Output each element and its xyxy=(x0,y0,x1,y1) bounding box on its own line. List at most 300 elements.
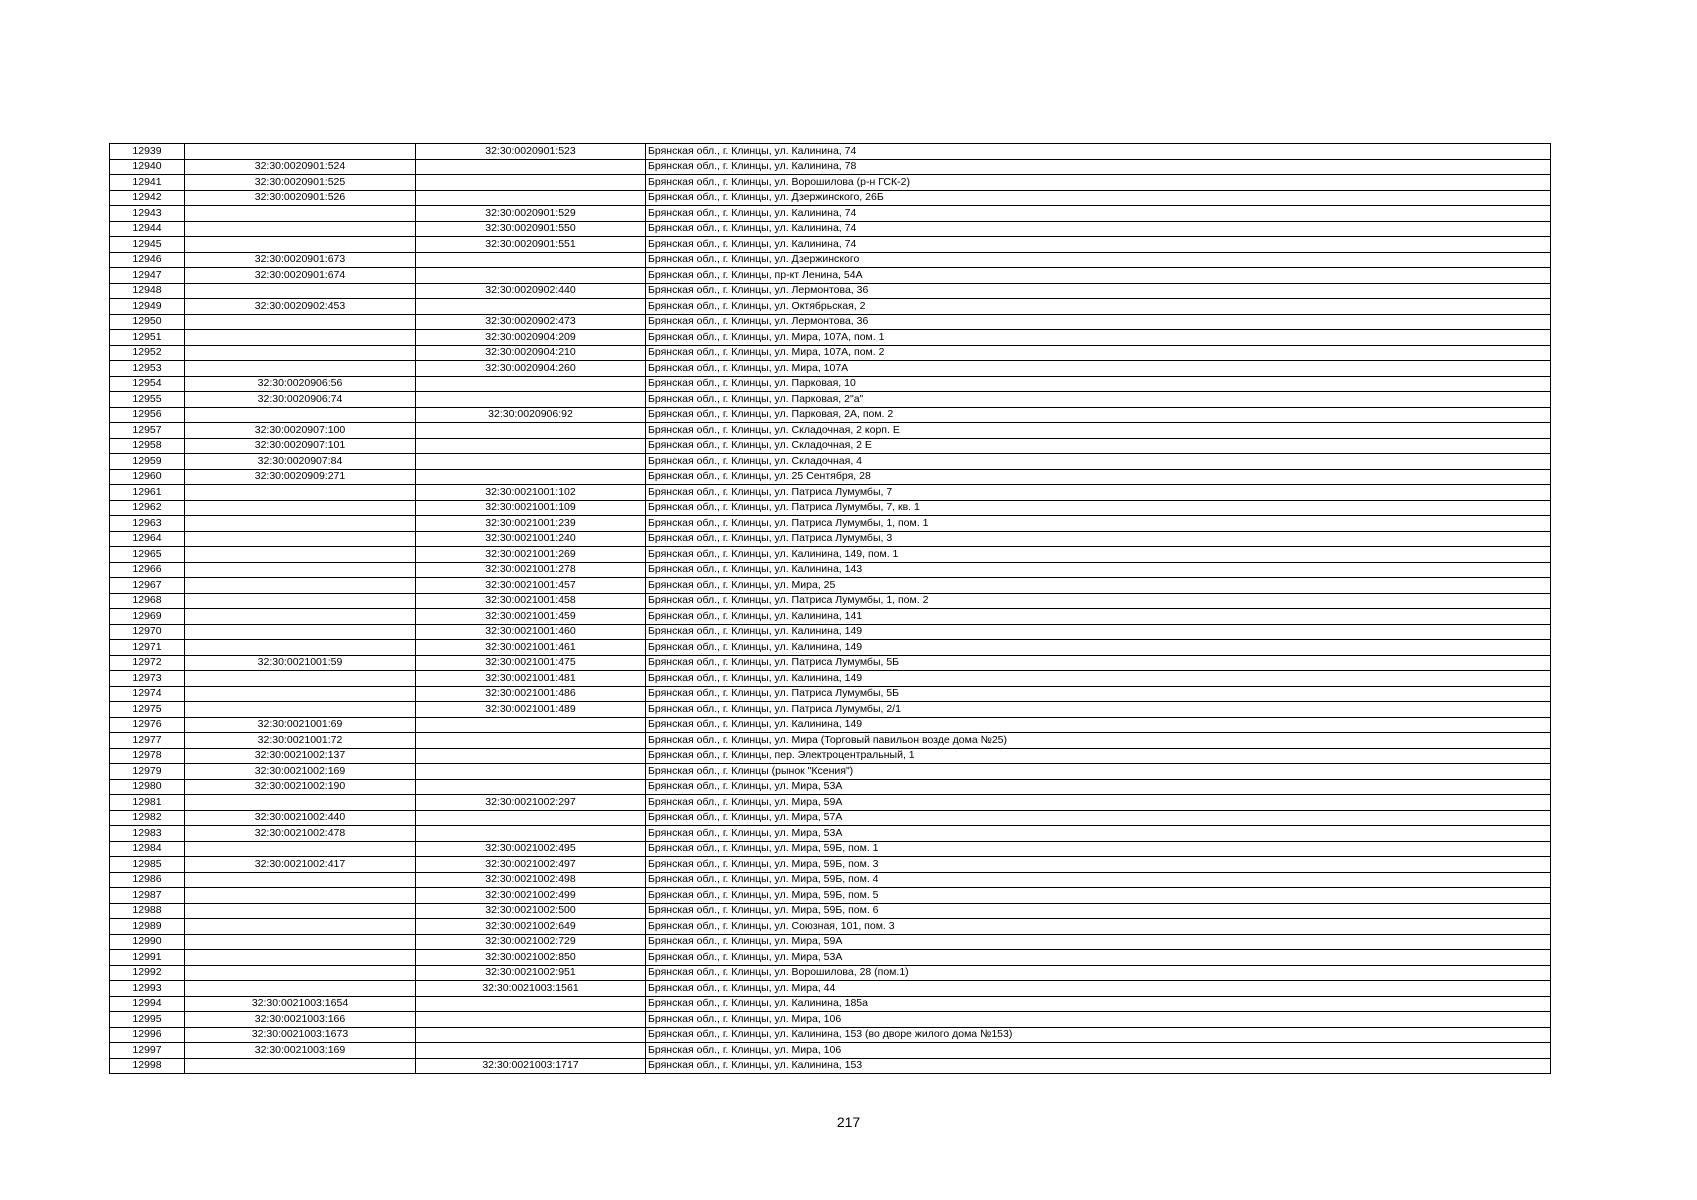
address-cell: Брянская обл., г. Клинцы, ул. Калинина, 74 xyxy=(646,144,1551,160)
table-row xyxy=(110,640,1551,656)
row-number-cell: 12969 xyxy=(110,609,185,625)
address-cell: Брянская обл., г. Клинцы, ул. Патриса Лумумбы, 1, пом. 2 xyxy=(646,593,1551,609)
address-cell: Брянская обл., г. Клинцы, ул. Парковая, 2"а" xyxy=(646,392,1551,408)
row-number-cell: 12996 xyxy=(110,1027,185,1043)
row-number-cell: 12972 xyxy=(110,655,185,671)
building-cadastral-number-cell: 32:30:0021003:1561 xyxy=(416,981,646,997)
row-number-cell: 12970 xyxy=(110,624,185,640)
table-row xyxy=(110,609,1551,625)
land-cadastral-number-cell: 32:30:0021002:440 xyxy=(185,810,416,826)
land-cadastral-number-cell: 32:30:0020907:84 xyxy=(185,454,416,470)
table-row xyxy=(110,516,1551,532)
address-cell: Брянская обл., г. Клинцы, ул. Патриса Лумумбы, 7, кв. 1 xyxy=(646,500,1551,516)
table-row xyxy=(110,252,1551,268)
row-number-cell: 12939 xyxy=(110,144,185,160)
table-row xyxy=(110,392,1551,408)
table-row xyxy=(110,531,1551,547)
table-row xyxy=(110,330,1551,346)
building-cadastral-number-cell: 32:30:0021001:460 xyxy=(416,624,646,640)
table-row xyxy=(110,578,1551,594)
building-cadastral-number-cell xyxy=(416,717,646,733)
land-cadastral-number-cell: 32:30:0021001:72 xyxy=(185,733,416,749)
row-number-cell: 12950 xyxy=(110,314,185,330)
land-cadastral-number-cell xyxy=(185,965,416,981)
building-cadastral-number-cell: 32:30:0021001:239 xyxy=(416,516,646,532)
table-row xyxy=(110,175,1551,191)
address-cell: Брянская обл., г. Клинцы, ул. 25 Сентября, 28 xyxy=(646,469,1551,485)
building-cadastral-number-cell: 32:30:0021001:481 xyxy=(416,671,646,687)
address-cell: Брянская обл., г. Клинцы, ул. Мира, 59Б, пом. 3 xyxy=(646,857,1551,873)
address-cell: Брянская обл., г. Клинцы, ул. Патриса Лумумбы, 5Б xyxy=(646,655,1551,671)
table-row xyxy=(110,1043,1551,1059)
address-cell: Брянская обл., г. Клинцы, ул. Калинина, 149, пом. 1 xyxy=(646,547,1551,563)
land-cadastral-number-cell: 32:30:0021002:190 xyxy=(185,779,416,795)
table-row xyxy=(110,547,1551,563)
row-number-cell: 12985 xyxy=(110,857,185,873)
land-cadastral-number-cell xyxy=(185,702,416,718)
row-number-cell: 12971 xyxy=(110,640,185,656)
table-row xyxy=(110,299,1551,315)
table-row xyxy=(110,671,1551,687)
building-cadastral-number-cell xyxy=(416,1012,646,1028)
land-cadastral-number-cell xyxy=(185,314,416,330)
address-cell: Брянская обл., г. Клинцы, ул. Ворошилова (р-н ГСК-2) xyxy=(646,175,1551,191)
building-cadastral-number-cell: 32:30:0021001:102 xyxy=(416,485,646,501)
table-row xyxy=(110,810,1551,826)
row-number-cell: 12993 xyxy=(110,981,185,997)
address-cell: Брянская обл., г. Клинцы, ул. Калинина, 153 (во дворе жилого дома №153) xyxy=(646,1027,1551,1043)
land-cadastral-number-cell: 32:30:0021003:169 xyxy=(185,1043,416,1059)
row-number-cell: 12947 xyxy=(110,268,185,284)
land-cadastral-number-cell xyxy=(185,330,416,346)
building-cadastral-number-cell xyxy=(416,423,646,439)
address-cell: Брянская обл., г. Клинцы (рынок "Ксения") xyxy=(646,764,1551,780)
row-number-cell: 12965 xyxy=(110,547,185,563)
building-cadastral-number-cell xyxy=(416,392,646,408)
row-number-cell: 12984 xyxy=(110,841,185,857)
address-cell: Брянская обл., г. Клинцы, ул. Калинина, 143 xyxy=(646,562,1551,578)
row-number-cell: 12955 xyxy=(110,392,185,408)
table-row xyxy=(110,795,1551,811)
address-cell: Брянская обл., г. Клинцы, ул. Мира, 59Б, пом. 5 xyxy=(646,888,1551,904)
address-cell: Брянская обл., г. Клинцы, ул. Парковая, 10 xyxy=(646,376,1551,392)
address-cell: Брянская обл., г. Клинцы, ул. Калинина, 74 xyxy=(646,237,1551,253)
row-number-cell: 12981 xyxy=(110,795,185,811)
address-cell: Брянская обл., г. Клинцы, ул. Мира, 44 xyxy=(646,981,1551,997)
row-number-cell: 12943 xyxy=(110,206,185,222)
land-cadastral-number-cell: 32:30:0021002:478 xyxy=(185,826,416,842)
land-cadastral-number-cell: 32:30:0020901:674 xyxy=(185,268,416,284)
table-row xyxy=(110,826,1551,842)
building-cadastral-number-cell: 32:30:0021001:278 xyxy=(416,562,646,578)
building-cadastral-number-cell: 32:30:0021001:459 xyxy=(416,609,646,625)
building-cadastral-number-cell xyxy=(416,454,646,470)
row-number-cell: 12980 xyxy=(110,779,185,795)
land-cadastral-number-cell xyxy=(185,671,416,687)
table-row xyxy=(110,469,1551,485)
land-cadastral-number-cell: 32:30:0020907:100 xyxy=(185,423,416,439)
table-row xyxy=(110,857,1551,873)
land-cadastral-number-cell xyxy=(185,903,416,919)
table-row xyxy=(110,1012,1551,1028)
building-cadastral-number-cell xyxy=(416,779,646,795)
building-cadastral-number-cell: 32:30:0021002:498 xyxy=(416,872,646,888)
table-row xyxy=(110,1058,1551,1074)
row-number-cell: 12954 xyxy=(110,376,185,392)
table-row xyxy=(110,438,1551,454)
address-cell: Брянская обл., г. Клинцы, ул. Ворошилова, 28 (пом.1) xyxy=(646,965,1551,981)
address-cell: Брянская обл., г. Клинцы, ул. Калинина, 149 xyxy=(646,624,1551,640)
building-cadastral-number-cell xyxy=(416,252,646,268)
row-number-cell: 12967 xyxy=(110,578,185,594)
row-number-cell: 12963 xyxy=(110,516,185,532)
table-row xyxy=(110,764,1551,780)
row-number-cell: 12949 xyxy=(110,299,185,315)
row-number-cell: 12973 xyxy=(110,671,185,687)
row-number-cell: 12988 xyxy=(110,903,185,919)
address-cell: Брянская обл., г. Клинцы, ул. Калинина, 149 xyxy=(646,640,1551,656)
table-row xyxy=(110,702,1551,718)
building-cadastral-number-cell xyxy=(416,175,646,191)
table-row xyxy=(110,159,1551,175)
building-cadastral-number-cell: 32:30:0021001:109 xyxy=(416,500,646,516)
land-cadastral-number-cell xyxy=(185,888,416,904)
address-cell: Брянская обл., г. Клинцы, ул. Калинина, 153 xyxy=(646,1058,1551,1074)
table-row xyxy=(110,206,1551,222)
building-cadastral-number-cell: 32:30:0021002:649 xyxy=(416,919,646,935)
land-cadastral-number-cell: 32:30:0020901:526 xyxy=(185,190,416,206)
building-cadastral-number-cell: 32:30:0020902:440 xyxy=(416,283,646,299)
address-cell: Брянская обл., г. Клинцы, ул. Калинина, 78 xyxy=(646,159,1551,175)
row-number-cell: 12958 xyxy=(110,438,185,454)
land-cadastral-number-cell xyxy=(185,221,416,237)
row-number-cell: 12995 xyxy=(110,1012,185,1028)
land-cadastral-number-cell xyxy=(185,547,416,563)
table-row xyxy=(110,686,1551,702)
land-cadastral-number-cell xyxy=(185,872,416,888)
land-cadastral-number-cell xyxy=(185,624,416,640)
row-number-cell: 12983 xyxy=(110,826,185,842)
row-number-cell: 12962 xyxy=(110,500,185,516)
row-number-cell: 12991 xyxy=(110,950,185,966)
land-cadastral-number-cell: 32:30:0020909:271 xyxy=(185,469,416,485)
address-cell: Брянская обл., г. Клинцы, ул. Мира, 59А xyxy=(646,934,1551,950)
address-cell: Брянская обл., г. Клинцы, ул. Лермонтова, 36 xyxy=(646,314,1551,330)
land-cadastral-number-cell xyxy=(185,841,416,857)
address-cell: Брянская обл., г. Клинцы, ул. Дзержинского, 26Б xyxy=(646,190,1551,206)
address-cell: Брянская обл., г. Клинцы, ул. Октябрьская, 2 xyxy=(646,299,1551,315)
address-cell: Брянская обл., г. Клинцы, ул. Мира, 53А xyxy=(646,779,1551,795)
building-cadastral-number-cell: 32:30:0021001:461 xyxy=(416,640,646,656)
land-cadastral-number-cell xyxy=(185,531,416,547)
row-number-cell: 12992 xyxy=(110,965,185,981)
building-cadastral-number-cell: 32:30:0020901:551 xyxy=(416,237,646,253)
row-number-cell: 12987 xyxy=(110,888,185,904)
building-cadastral-number-cell xyxy=(416,1027,646,1043)
address-cell: Брянская обл., г. Клинцы, ул. Патриса Лумумбы, 7 xyxy=(646,485,1551,501)
address-cell: Брянская обл., г. Клинцы, ул. Мира, 59А xyxy=(646,795,1551,811)
land-cadastral-number-cell xyxy=(185,144,416,160)
row-number-cell: 12966 xyxy=(110,562,185,578)
table-row xyxy=(110,485,1551,501)
land-cadastral-number-cell xyxy=(185,640,416,656)
row-number-cell: 12974 xyxy=(110,686,185,702)
building-cadastral-number-cell xyxy=(416,469,646,485)
table-row xyxy=(110,624,1551,640)
row-number-cell: 12942 xyxy=(110,190,185,206)
address-cell: Брянская обл., г. Клинцы, ул. Складочная, 2 Е xyxy=(646,438,1551,454)
building-cadastral-number-cell xyxy=(416,748,646,764)
building-cadastral-number-cell xyxy=(416,376,646,392)
land-cadastral-number-cell xyxy=(185,206,416,222)
building-cadastral-number-cell: 32:30:0020902:473 xyxy=(416,314,646,330)
table-row xyxy=(110,345,1551,361)
row-number-cell: 12945 xyxy=(110,237,185,253)
table-row xyxy=(110,237,1551,253)
table-row xyxy=(110,841,1551,857)
table-row xyxy=(110,965,1551,981)
row-number-cell: 12960 xyxy=(110,469,185,485)
address-cell: Брянская обл., г. Клинцы, пр-кт Ленина, 54А xyxy=(646,268,1551,284)
table-row xyxy=(110,221,1551,237)
building-cadastral-number-cell: 32:30:0021001:458 xyxy=(416,593,646,609)
row-number-cell: 12964 xyxy=(110,531,185,547)
address-cell: Брянская обл., г. Клинцы, ул. Складочная, 4 xyxy=(646,454,1551,470)
land-cadastral-number-cell xyxy=(185,919,416,935)
row-number-cell: 12968 xyxy=(110,593,185,609)
land-cadastral-number-cell xyxy=(185,795,416,811)
row-number-cell: 12940 xyxy=(110,159,185,175)
table-row xyxy=(110,314,1551,330)
building-cadastral-number-cell xyxy=(416,733,646,749)
building-cadastral-number-cell xyxy=(416,996,646,1012)
row-number-cell: 12952 xyxy=(110,345,185,361)
building-cadastral-number-cell: 32:30:0021001:457 xyxy=(416,578,646,594)
table-row xyxy=(110,717,1551,733)
table-row xyxy=(110,903,1551,919)
building-cadastral-number-cell xyxy=(416,764,646,780)
address-cell: Брянская обл., г. Клинцы, ул. Калинина, 149 xyxy=(646,671,1551,687)
table-row xyxy=(110,454,1551,470)
land-cadastral-number-cell xyxy=(185,407,416,423)
row-number-cell: 12944 xyxy=(110,221,185,237)
row-number-cell: 12997 xyxy=(110,1043,185,1059)
building-cadastral-number-cell: 32:30:0021001:475 xyxy=(416,655,646,671)
address-cell: Брянская обл., г. Клинцы, ул. Патриса Лумумбы, 5Б xyxy=(646,686,1551,702)
building-cadastral-number-cell xyxy=(416,810,646,826)
address-cell: Брянская обл., г. Клинцы, ул. Мира, 53А xyxy=(646,950,1551,966)
land-cadastral-number-cell xyxy=(185,361,416,377)
land-cadastral-number-cell xyxy=(185,562,416,578)
address-cell: Брянская обл., г. Клинцы, ул. Дзержинского xyxy=(646,252,1551,268)
row-number-cell: 12976 xyxy=(110,717,185,733)
row-number-cell: 12977 xyxy=(110,733,185,749)
land-cadastral-number-cell xyxy=(185,934,416,950)
table-row xyxy=(110,888,1551,904)
row-number-cell: 12975 xyxy=(110,702,185,718)
address-cell: Брянская обл., г. Клинцы, ул. Союзная, 101, пом. 3 xyxy=(646,919,1551,935)
row-number-cell: 12982 xyxy=(110,810,185,826)
address-cell: Брянская обл., г. Клинцы, ул. Мира (Торговый павильон возде дома №25) xyxy=(646,733,1551,749)
land-cadastral-number-cell: 32:30:0021003:1673 xyxy=(185,1027,416,1043)
land-cadastral-number-cell: 32:30:0020901:673 xyxy=(185,252,416,268)
land-cadastral-number-cell xyxy=(185,345,416,361)
land-cadastral-number-cell xyxy=(185,578,416,594)
land-cadastral-number-cell: 32:30:0021003:1654 xyxy=(185,996,416,1012)
table-row xyxy=(110,562,1551,578)
building-cadastral-number-cell: 32:30:0020904:210 xyxy=(416,345,646,361)
land-cadastral-number-cell xyxy=(185,593,416,609)
row-number-cell: 12989 xyxy=(110,919,185,935)
address-cell: Брянская обл., г. Клинцы, ул. Калинина, 74 xyxy=(646,206,1551,222)
building-cadastral-number-cell: 32:30:0021002:497 xyxy=(416,857,646,873)
table-row xyxy=(110,1027,1551,1043)
building-cadastral-number-cell: 32:30:0021001:489 xyxy=(416,702,646,718)
address-cell: Брянская обл., г. Клинцы, ул. Мира, 59Б, пом. 1 xyxy=(646,841,1551,857)
table-row xyxy=(110,655,1551,671)
property-registry-table xyxy=(109,143,1551,1074)
building-cadastral-number-cell: 32:30:0020901:523 xyxy=(416,144,646,160)
table-row xyxy=(110,283,1551,299)
address-cell: Брянская обл., г. Клинцы, ул. Калинина, 141 xyxy=(646,609,1551,625)
page-number: 217 xyxy=(836,1114,861,1130)
row-number-cell: 12959 xyxy=(110,454,185,470)
land-cadastral-number-cell xyxy=(185,609,416,625)
building-cadastral-number-cell: 32:30:0021002:850 xyxy=(416,950,646,966)
land-cadastral-number-cell xyxy=(185,485,416,501)
building-cadastral-number-cell xyxy=(416,268,646,284)
address-cell: Брянская обл., г. Клинцы, ул. Мира, 106 xyxy=(646,1012,1551,1028)
land-cadastral-number-cell: 32:30:0021002:417 xyxy=(185,857,416,873)
table-row xyxy=(110,981,1551,997)
table-row xyxy=(110,268,1551,284)
row-number-cell: 12953 xyxy=(110,361,185,377)
table-row xyxy=(110,934,1551,950)
building-cadastral-number-cell: 32:30:0021002:495 xyxy=(416,841,646,857)
table-row xyxy=(110,361,1551,377)
table-row xyxy=(110,593,1551,609)
address-cell: Брянская обл., г. Клинцы, ул. Мира, 59Б, пом. 6 xyxy=(646,903,1551,919)
address-cell: Брянская обл., г. Клинцы, ул. Мира, 25 xyxy=(646,578,1551,594)
land-cadastral-number-cell: 32:30:0020907:101 xyxy=(185,438,416,454)
address-cell: Брянская обл., г. Клинцы, ул. Мира, 107А, пом. 1 xyxy=(646,330,1551,346)
row-number-cell: 12948 xyxy=(110,283,185,299)
table-row xyxy=(110,407,1551,423)
building-cadastral-number-cell: 32:30:0020904:209 xyxy=(416,330,646,346)
address-cell: Брянская обл., г. Клинцы, ул. Мира, 53А xyxy=(646,826,1551,842)
row-number-cell: 12979 xyxy=(110,764,185,780)
row-number-cell: 12994 xyxy=(110,996,185,1012)
building-cadastral-number-cell xyxy=(416,190,646,206)
address-cell: Брянская обл., г. Клинцы, ул. Калинина, 149 xyxy=(646,717,1551,733)
building-cadastral-number-cell xyxy=(416,826,646,842)
address-cell: Брянская обл., г. Клинцы, ул. Патриса Лумумбы, 1, пом. 1 xyxy=(646,516,1551,532)
building-cadastral-number-cell xyxy=(416,438,646,454)
address-cell: Брянская обл., г. Клинцы, ул. Калинина, 74 xyxy=(646,221,1551,237)
table-row xyxy=(110,996,1551,1012)
row-number-cell: 12957 xyxy=(110,423,185,439)
address-cell: Брянская обл., г. Клинцы, ул. Мира, 57А xyxy=(646,810,1551,826)
building-cadastral-number-cell: 32:30:0021001:486 xyxy=(416,686,646,702)
row-number-cell: 12990 xyxy=(110,934,185,950)
row-number-cell: 12956 xyxy=(110,407,185,423)
row-number-cell: 12951 xyxy=(110,330,185,346)
address-cell: Брянская обл., г. Клинцы, ул. Патриса Лумумбы, 2/1 xyxy=(646,702,1551,718)
land-cadastral-number-cell: 32:30:0021001:69 xyxy=(185,717,416,733)
building-cadastral-number-cell: 32:30:0020906:92 xyxy=(416,407,646,423)
table-row xyxy=(110,919,1551,935)
table-row xyxy=(110,872,1551,888)
table-row xyxy=(110,779,1551,795)
land-cadastral-number-cell: 32:30:0020901:524 xyxy=(185,159,416,175)
address-cell: Брянская обл., г. Клинцы, ул. Мира, 107А, пом. 2 xyxy=(646,345,1551,361)
address-cell: Брянская обл., г. Клинцы, пер. Электроцентральный, 1 xyxy=(646,748,1551,764)
row-number-cell: 12978 xyxy=(110,748,185,764)
building-cadastral-number-cell: 32:30:0021001:269 xyxy=(416,547,646,563)
table-row xyxy=(110,748,1551,764)
land-cadastral-number-cell: 32:30:0021002:169 xyxy=(185,764,416,780)
land-cadastral-number-cell: 32:30:0021003:166 xyxy=(185,1012,416,1028)
building-cadastral-number-cell: 32:30:0021002:951 xyxy=(416,965,646,981)
table-row xyxy=(110,423,1551,439)
land-cadastral-number-cell xyxy=(185,237,416,253)
table-row xyxy=(110,950,1551,966)
building-cadastral-number-cell: 32:30:0020901:550 xyxy=(416,221,646,237)
table-row xyxy=(110,500,1551,516)
land-cadastral-number-cell xyxy=(185,500,416,516)
land-cadastral-number-cell xyxy=(185,283,416,299)
address-cell: Брянская обл., г. Клинцы, ул. Парковая, 2А, пом. 2 xyxy=(646,407,1551,423)
address-cell: Брянская обл., г. Клинцы, ул. Калинина, 185а xyxy=(646,996,1551,1012)
building-cadastral-number-cell: 32:30:0021001:240 xyxy=(416,531,646,547)
building-cadastral-number-cell: 32:30:0020904:260 xyxy=(416,361,646,377)
land-cadastral-number-cell xyxy=(185,1058,416,1074)
building-cadastral-number-cell xyxy=(416,299,646,315)
address-cell: Брянская обл., г. Клинцы, ул. Лермонтова, 36 xyxy=(646,283,1551,299)
land-cadastral-number-cell: 32:30:0020902:453 xyxy=(185,299,416,315)
row-number-cell: 12946 xyxy=(110,252,185,268)
land-cadastral-number-cell xyxy=(185,516,416,532)
table-row xyxy=(110,144,1551,160)
land-cadastral-number-cell: 32:30:0021001:59 xyxy=(185,655,416,671)
row-number-cell: 12961 xyxy=(110,485,185,501)
address-cell: Брянская обл., г. Клинцы, ул. Складочная, 2 корп. Е xyxy=(646,423,1551,439)
table-row xyxy=(110,733,1551,749)
building-cadastral-number-cell: 32:30:0021003:1717 xyxy=(416,1058,646,1074)
land-cadastral-number-cell: 32:30:0020906:74 xyxy=(185,392,416,408)
row-number-cell: 12998 xyxy=(110,1058,185,1074)
table-row xyxy=(110,376,1551,392)
row-number-cell: 12986 xyxy=(110,872,185,888)
address-cell: Брянская обл., г. Клинцы, ул. Патриса Лумумбы, 3 xyxy=(646,531,1551,547)
land-cadastral-number-cell: 32:30:0021002:137 xyxy=(185,748,416,764)
address-cell: Брянская обл., г. Клинцы, ул. Мира, 107А xyxy=(646,361,1551,377)
land-cadastral-number-cell: 32:30:0020906:56 xyxy=(185,376,416,392)
land-cadastral-number-cell xyxy=(185,686,416,702)
registry-table-body xyxy=(110,144,1551,1074)
table-row xyxy=(110,190,1551,206)
building-cadastral-number-cell: 32:30:0021002:297 xyxy=(416,795,646,811)
land-cadastral-number-cell: 32:30:0020901:525 xyxy=(185,175,416,191)
address-cell: Брянская обл., г. Клинцы, ул. Мира, 59Б, пом. 4 xyxy=(646,872,1551,888)
land-cadastral-number-cell xyxy=(185,950,416,966)
row-number-cell: 12941 xyxy=(110,175,185,191)
building-cadastral-number-cell: 32:30:0021002:729 xyxy=(416,934,646,950)
address-cell: Брянская обл., г. Клинцы, ул. Мира, 106 xyxy=(646,1043,1551,1059)
building-cadastral-number-cell xyxy=(416,159,646,175)
building-cadastral-number-cell xyxy=(416,1043,646,1059)
building-cadastral-number-cell: 32:30:0021002:500 xyxy=(416,903,646,919)
